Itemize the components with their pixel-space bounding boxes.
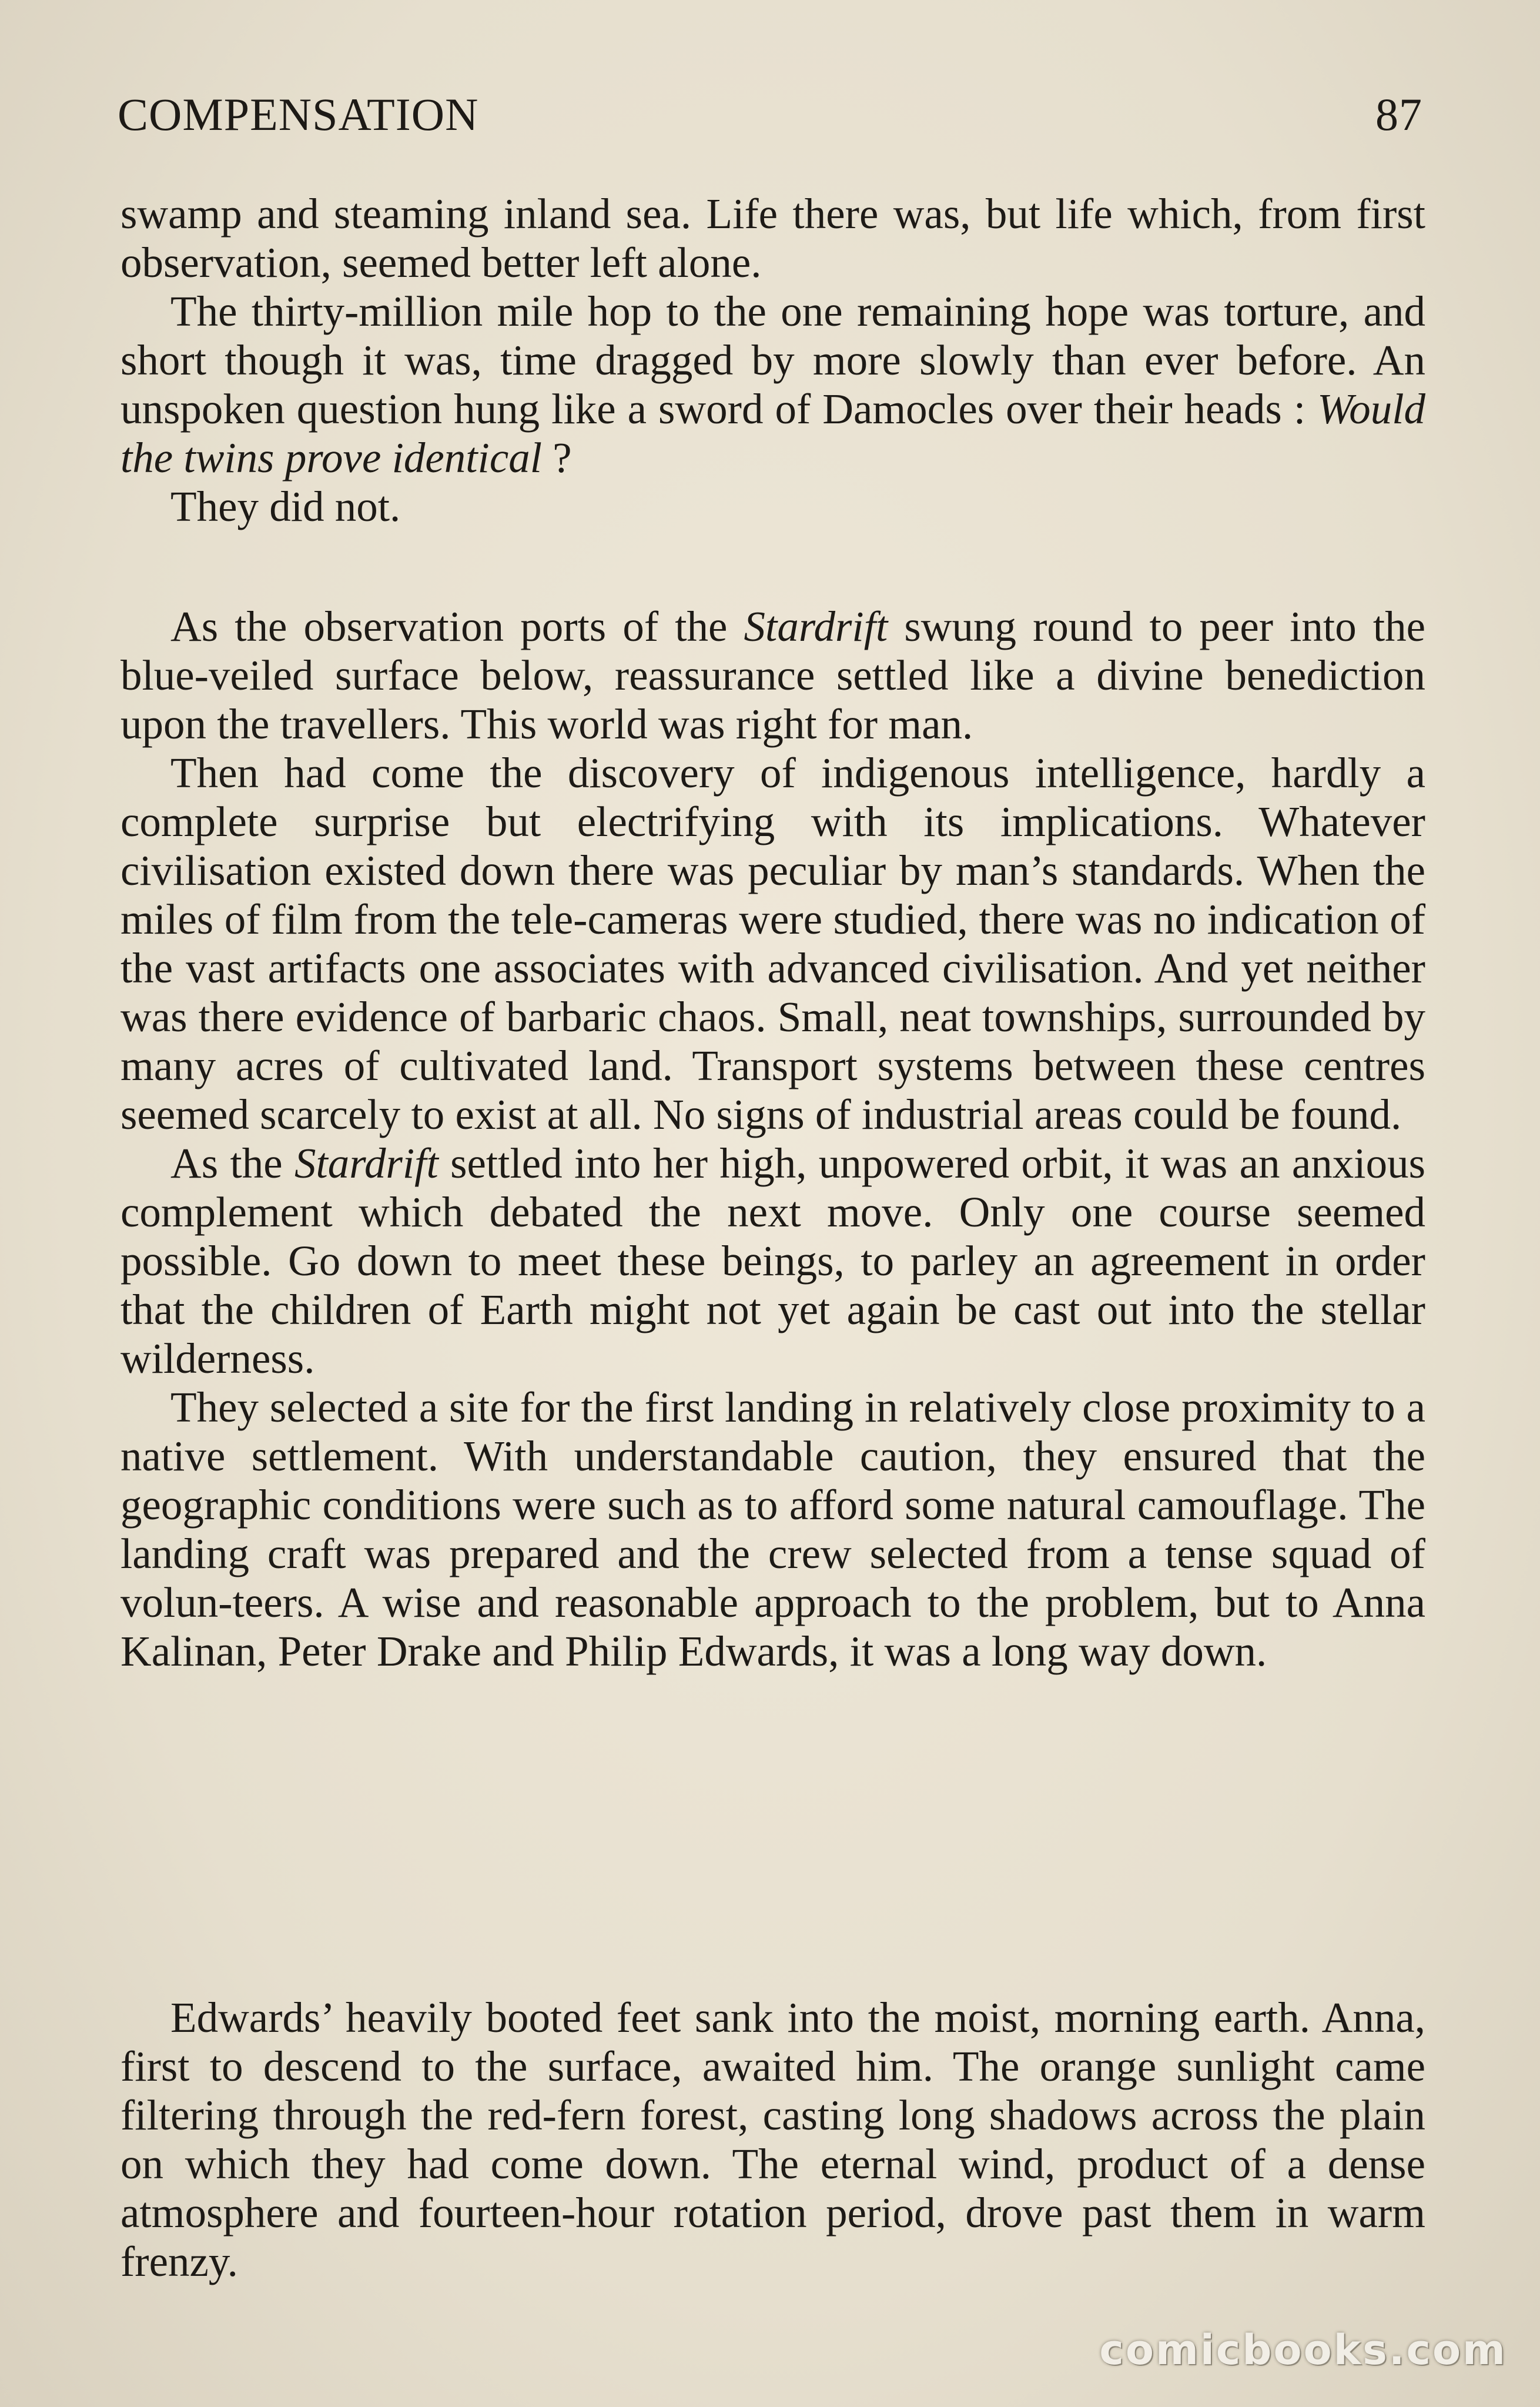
paragraph-end: ? <box>542 434 572 482</box>
ship-name: Stardrift <box>294 1139 438 1187</box>
text-section-3 <box>120 1993 1425 2286</box>
ship-name: Stardrift <box>744 603 888 650</box>
paragraph-text: The thirty-million mile hop to the one remaining hope was torture, and short though it was, time dragged by more slowly than ever before. An unspoken question hung like a sword of Damocles over their heads : <box>120 287 1425 433</box>
watermark: comicbooks.com <box>1099 2326 1507 2374</box>
text-section-2 <box>120 602 1425 1676</box>
paragraph-text: As the observation ports of the <box>170 603 744 650</box>
text-section-1 <box>120 189 1425 531</box>
paragraph: swamp and steaming inland sea. Life there was, but life which, from first observation, seemed better left alone. <box>120 190 1425 286</box>
paragraph-text: As the <box>170 1139 294 1187</box>
italic-question: Would the twins prove identical <box>120 385 1425 482</box>
paragraph <box>120 602 1425 748</box>
paragraph: Edwards’ heavily booted feet sank into the moist, morning earth. Anna, first to descend to the surface, awaited him. The orange sunlight came filtering through the red-fern forest, casting long shadows across the plain on which they had come down. The eternal wind, product of a dense atmosphere and fourteen-hour rotation period, drove past them in warm frenzy. <box>120 1994 1425 2285</box>
paragraph <box>120 1139 1425 1383</box>
paragraph-text: swung round to peer into the blue-veiled surface below, reassurance settled like a divine benediction upon the travellers. This world was right for man. <box>120 603 1425 748</box>
paragraph: They did not. <box>170 483 401 530</box>
paragraph <box>120 287 1425 482</box>
paragraph: They selected a site for the first landing in relatively close proximity to a native settlement. With understandable caution, they ensured that the geographic conditions were such as to afford some natural camouflage. The landing craft was prepared and the crew selected from a tense squad of volun-teers. A wise and reasonable approach to the problem, but to Anna Kalinan, Peter Drake and Philip Edwards, it was a long way down. <box>120 1383 1425 1675</box>
page-number: 87 <box>1375 89 1422 140</box>
running-header <box>118 88 1422 153</box>
chapter-title: COMPENSATION <box>118 89 479 140</box>
paragraph-text: settled into her high, unpowered orbit, it was an anxious complement which debated the next move. Only one course seemed possible. Go down to meet these beings, to parley an agreement in order that the children of Earth might not yet again be cast out into the stellar wilderness. <box>120 1139 1425 1382</box>
paragraph: Then had come the discovery of indigenous intelligence, hardly a complete surprise but electrifying with its implications. Whatever civilisation existed down there was peculiar by man’s standards. When the miles of film from the tele-cameras were studied, there was no indication of the vast artifacts one associates with advanced civilisation. And yet neither was there evidence of barbaric chaos. Small, neat townships, surrounded by many acres of cultivated land. Transport systems between these centres seemed scarcely to exist at all. No signs of industrial areas could be found. <box>120 749 1425 1138</box>
